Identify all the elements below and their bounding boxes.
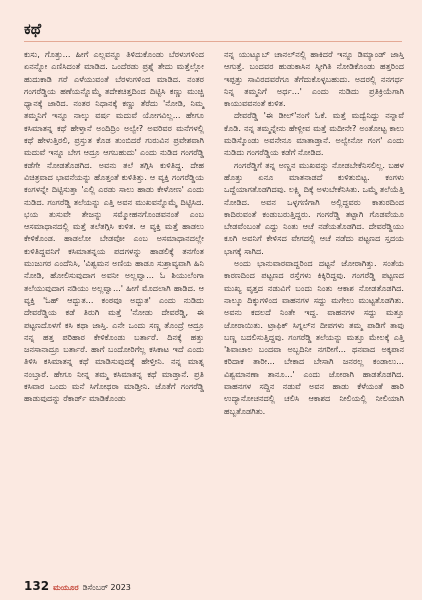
page-header xyxy=(0,0,422,42)
header-rule xyxy=(24,41,402,42)
paragraph: ದೇವರೆಡ್ಡಿ 'ಈ ಡೀಲ್'ನಂಗೆ ಓಕೆ. ಮತ್ತೆ ಮದ್ವೆನಿದ್ದು ನನ್ನಾವೆ ಕೊಡಿ. ನನ್ನ ತಮ್ಮನ್ನೇನು ಹೇಳ್ಲೀವ ಮತ್ತೆ ಮದೀನೇ? ಅಂತೋಟ್ಟ ಕಾಲು ಮಡಿಸ್ಕೊಂಡು ಅವನೇನೂ ಮಾತಾಡ್ತಾನೆ. ಅಲ್ವೇನೋ ಗಂಗ' ಎಂದು ನುಡಿದು ಗಂಗರೆಡ್ಡಿಯ ಕಡೆಗೆ ನೋಡಿದ. xyxy=(224,110,404,158)
page-footer xyxy=(24,579,131,593)
paragraph: ಗಂಗರೆಡ್ಡಿಗೆ ತನ್ನ ಅಣ್ಣನ ಮುಖವನ್ನು ನೋಡಬೇಕೆನಿಸಲಿಲ್ಲ. ಬಹಳ ಹೊತ್ತು ಏನೂ ಮಾತನಾಡದೆ ಕುಳಿತುಬಿಟ್ಟ. ಕಂಗಳು ಒದ್ದೆಯಾಗತೊಡಗಿದವು. ಲಕ್ಷ್ಮಿ ದಿಕ್ಕೆ ಅಳುಬೇಕೆನಿಸಿತು. ಒಮ್ಮೆ ತಲೆಯೆತ್ತಿ ನೋಡಿದ. ಅವನ ಒಳ್ಳಗಣಿಗಾಗಿ ಅಲ್ಲಿದ್ದವರು ಕಾತುರದಿಂದ ಕಾದಿರುವಂತೆ ಕಂಡುಬರುತ್ತಿದ್ದರು. ಗಂಗರೆಡ್ಡಿ ತಟ್ಟಾಗಿ ಗೊಡವೆಯೂ ಬೇಡವೆಂಬಂತೆ ಎದ್ದು ನಿಂತು ಆಚೆ ನಡೆಯತೊಡಗಿದ. ದೇವರೆಡ್ಡಿಯು ಕೂಗಿ ಅವನಿಗೆ ಕೇಳಿಸದ ವೇಗದಲ್ಲಿ ಆಚೆ ನಡೆದು ಪಟ್ಟಣದ ಸ್ತದಯ ಭಾಗಕ್ಕೆ ಸಾಗಿದ. xyxy=(224,159,404,256)
section-tag: ಕಥೆ xyxy=(24,20,42,38)
publication-name: ಮಯೂರ xyxy=(53,583,79,592)
paragraph: ಕುಸು, ಗೊತ್ತು... ಹೀಗೆ ಎಲ್ಲವನ್ನೂ ತಿಳಿದುಕೊಂಡು ಬೆರಳುಗಳಿಂದ ಏನನ್ನೋ ಎಣಿಸಿದಂತೆ ಮಾಡಿದ. ಒಂದೆರಡು ಪ್ರಶ್ನೆ ತೇದು ಮತ್ತೆಲ್ಲೋ ಹುದುಕಾಡಿ ಗರೆ ಎಳೆಯುವಂತೆ ಬೆರಳುಗಳಿಂದ ಮಾಡಿದ. ನಂತರ ಗಂಗರೆಡ್ಡಿಯ ಹಣೆಯನ್ನೊಮ್ಮೆ ತದೇಕಚಿತ್ತದಿಂದ ದಿಟ್ಟಿಸಿ ಕಣ್ಣು ಮುಚ್ಚಿ ಧ್ಯಾನಕ್ಕೆ ಜಾರಿದ. ನಂತರ ನಿಧಾನಕ್ಕೆ ಕಣ್ಣು ತೆರೆದು 'ನೋಡಿ, ನಿಮ್ಮ ತಮ್ಮನಿಗೆ ಇನ್ನೂ ನಾಲ್ಕು ವರ್ಷ ಮದುವೆ ಯೋಗವಿಲ್ಲ... ಹೇಗೂ ಕಸಿಮಾತನ್ನ ಕಥೆ ಹೇಳ್ತಾನೆ ಅಂದಿದ್ರಿಂ ಅಲ್ವೇ? ಅವರಿವರ ಮನೆಗಳಲ್ಲಿ ಕಥೆ ಹೇಳುತ್ತಿರಲಿ, ಪ್ರಸ್ತುತ ಕೊಡ ತುಂಬಿದರೆ ಗುರುವಿನ ಪ್ರವೇಶವಾಗಿ ಮದುವೆ ಇನ್ನೂ ಬೇಗ ಆದ್ರೂ ಆಗಬಹುದು' ಎಂದು ನುಡಿದ ಗಂಗರೆಡ್ಡಿ ಕಡೆಗೇ ನೋಡತೊಡಗಿದ. ಅವನು ತಲೆ ತಗ್ಗಿಸಿ ಕುಳಿತಿದ್ದ. ದೇಹ ವಿಚಿತ್ರವಾದ ಭಾವನೆಯನ್ನು ಹೊತ್ತಂತೆ ಕುಳಿತಿತ್ತು. ಆ ವ್ಯಕ್ತಿ ಗಂಗರೆಡ್ಡಿಯ ಕಂಗಳನ್ನೇ ದಿಟ್ಟಿಸುತ್ತಾ 'ಎಲ್ಲಿ ಎರಡು ಸಾಲು ಹಾಡು ಕೇಳೋಣ' ಎಂದು ನುಡಿದ. ಗಂಗರೆಡ್ಡಿ ತಲೆಯನ್ನು ಎತ್ತಿ ಅವನ ಮುಖವನ್ನೊಮ್ಮೆ ದಿಟ್ಟಿಸಿದ. ಭಯ ತುಸುವೇ ತೇಜನ್ನು ಸಮ್ಮೋಹನಗೊಂಡವನಂತೆ ಎಂಬ ಆಸಮಾಧಾನದಲ್ಲಿ ಮತ್ತೆ ತಲೆತಗ್ಗಿಸಿ ಕುಳಿತ. ಆ ವ್ಯಕ್ತಿ ಮತ್ತೆ ಹಾಡಲು ಕೇಳಿಕೊಂಡ. ಹಾಡಲೋ ಬೇಡವೋ ಎಂಬ ಅಸಮಾಧಾನದಲ್ಲೇ ಕುಳಿತಿದ್ದವನಿಗೆ ಕಸಿಮಾತನ್ನಯ ಪದಗಳನ್ನು ಹಾಡಲಿಕ್ಕೆ ತನಗೆಂತ ಮುಜುಗರ ಎಂದೆನಿಸಿ, 'ವಿಶ್ವಮನ ಅಣಿಯ ಹಾಡೂ ಸುಶ್ರಾವ್ಯವಾಗಿ ಹಿನಿ ನೋಡಿ, ಹೋಲಿಸುವುದಾಗ ಅವನೀ ಅಲ್ಲವ್ವಾ... ಓ ಶಿಯುಲೆಂಗಾ ತಲೆಯುವುದಾಗ ನಡಿಯು ಅಲ್ಲವ್ವಾ...' ಹೀಗೆ ಮೊದಲಾಗಿ ಹಾಡಿದ. ಆ ವ್ಯಕ್ತಿ 'ಓಹ್ ಆದ್ಬುತ... ಕಂಠವೂ ಅದ್ಬುತ' ಎಂದು ನುಡಿದು ದೇವರೆಡ್ಡಿಯ ಕಡೆ ತಿರುಗಿ ಮತ್ತೆ 'ನೋಡು ದೇವರೆಡ್ಡಿ, ಈ ಪಟ್ಟಣದೊಳಗೆ ಕಸಿ ಕಥಾ ಜಾಸ್ತಿ. ಎನೇ ಒಂದು ಸಣ್ಣ ತೊಂದ್ರೆ ಆದ್ರೂ ನನ್ನ ಹತ್ತ ಪರಿಹಾರ ಕೇಳಿಕೊಂಡು ಬರ್ತಾರೆ. ದಿನಕ್ಕೆ ಹತ್ತು ಜನಸಾನಾದ್ರೂ ಬರ್ತಾರೆ. ಹಾಗೆ ಬಂದೋರಿಗೆಲ್ಲ ಕಸಿಕಾಟ ಇದೆ ಎಂದು ತಿಳಿಸಿ ಕಸಿಮಾತನ್ನ ಕಥೆ ಮಾಡಿಸುವುದಕ್ಕೆ ಹೇಳ್ತೀನಿ. ನನ್ನ ಮಾತ್ನ ನಂಬ್ತಾರೆ. ಹೇಗೂ ನೀನ್ನ ತಮ್ಮ ಕಸಿಮಾತನ್ನ ಕಥೆ ಮಾಡ್ತಾನೆ. ಪ್ರತಿ ಕಸಿವಾರ ಒಂದು ಮನೆ ಸಿಗೋಥರಾ ಮಾಡ್ತೀನಿ. ಜೊತೆಗೆ ಗಂಗರೆಡ್ಡಿ ಹಾಡುವುದನ್ನು ರೆಕಾರ್ಡ್ ಮಾಡಿಕೊಂಡು xyxy=(24,49,204,404)
issue-date: ಡಿಸೆಂಬರ್ 2023 xyxy=(82,583,131,592)
column-right xyxy=(224,48,404,417)
paragraph: ನನ್ನ ಯುಟ್ಯೂಬ್ ಚಾನಲ್‌ನಲ್ಲಿ ಹಾಕಿದರೆ ಇನ್ನೂ ಡಿಮ್ಯಾಂಡ್ ಜಾಸ್ತಿ ಆಗುತ್ತೆ. ಬಂದವರ ಹುಡುಕಾಸಿನ ಸ್ಕೀಗಿತಿ ನೋಡಿಕೊಂಡು ಹತ್ತರಿಂದ ಇಪ್ಪತ್ತು ಸಾವಿರದವರೆಗೂ ತೆಗೆದುಕೊಳ್ಳಬಹುದು. ಅದರಲ್ಲಿ ನನಗರ್ಧ ನಿನ್ನ ತಮ್ಮನಿಗೆ ಅರ್ಧ...' ಎಂದು ನುಡಿದು ಪ್ರತಿಕ್ರಿಯೆಗಾಗಿ ಕಾಯುವವನಂತೆ ಕುಳಿತ. xyxy=(224,49,404,109)
column-left xyxy=(24,48,204,405)
paragraph: ಅಂದು ಭಾನುವಾರವಾದ್ದರಿಂದ ದಟ್ಟನೆ ಜೋರಾಗಿತ್ತು. ಸಂತೆಯ ಕಾರಣದಿಂದ ಪಟ್ಟಣದ ರಸ್ತೆಗಳು ಕಿಕ್ಕಿರಿದ್ದವು. ಗಂಗರೆಡ್ಡಿ ಪಟ್ಟಣದ ಮುಖ್ಯ ವೃತ್ತದ ನಡುವಿಗೆ ಬಂದು ನಿಂತು ಆಕಾಶ ನೋಡತೊಡಗಿದ. ನಾಲ್ಕೂ ದಿಕ್ಕುಗಳಿಂದ ವಾಹನಗಳ ಸದ್ದು ಮಗೇಲು ಮುಟ್ಟತೊಡಗಿತು. ಅವನು ಕದಲದೆ ನಿಂತೇ ಇದ್ದ. ವಾಹನಗಳ ಸದ್ದು ಮತ್ತೂ ಜೋರಾಯಿತು. ಟ್ರಾಫಿಕ್ ಸಿಗ್ನಲ್‌ನ ದೀಪಗಳು ತಮ್ಮ ಪಾಡಿಗೆ ತಾವು ಬಣ್ಣ ಬದಲಿಸುತ್ತಿದ್ದವು. ಗಂಗರೆಡ್ಡಿ ತಲೆಯನ್ನು ಮತ್ತೂ ಮೇಲಕ್ಕೆ ಎತ್ತಿ 'ಶಿವಾಚಾಲ ಬಂದವಾ ಅಬ್ಬದಿನೀ ನಗರೀಗೆ... ಥನವಾದ ಅಕ್ಕಪಾನ ಕರಿದಾಕ ತಾರೀ... ಬೇಕಾದ ಬೇಸಾಗಿ ಜನರಲ್ಲ ಕಂಡಾಲು... ವಿಶ್ವಮಾನಣಾ ತಾನೂ...' ಎಂದು ಜೋರಾಗಿ ಹಾಡತೊಡಗಿದ. ವಾಹನಗಳ ಸದ್ದಿನ ನಡುವೆ ಅವನ ಹಾಡು ಕೆಳೆಯಂತೆ ಹಾರಿ ಉದ್ಯಾನೋಚನದಲ್ಲಿ ಚಲಿಸಿ ಆಕಾಶದ ನೀಲಿಯಲ್ಲಿ ನೀಲಿಯಾಗಿ ಹಬ್ಬತೊಡಗಿತು. xyxy=(224,258,404,416)
page-number: 132 xyxy=(24,579,50,593)
